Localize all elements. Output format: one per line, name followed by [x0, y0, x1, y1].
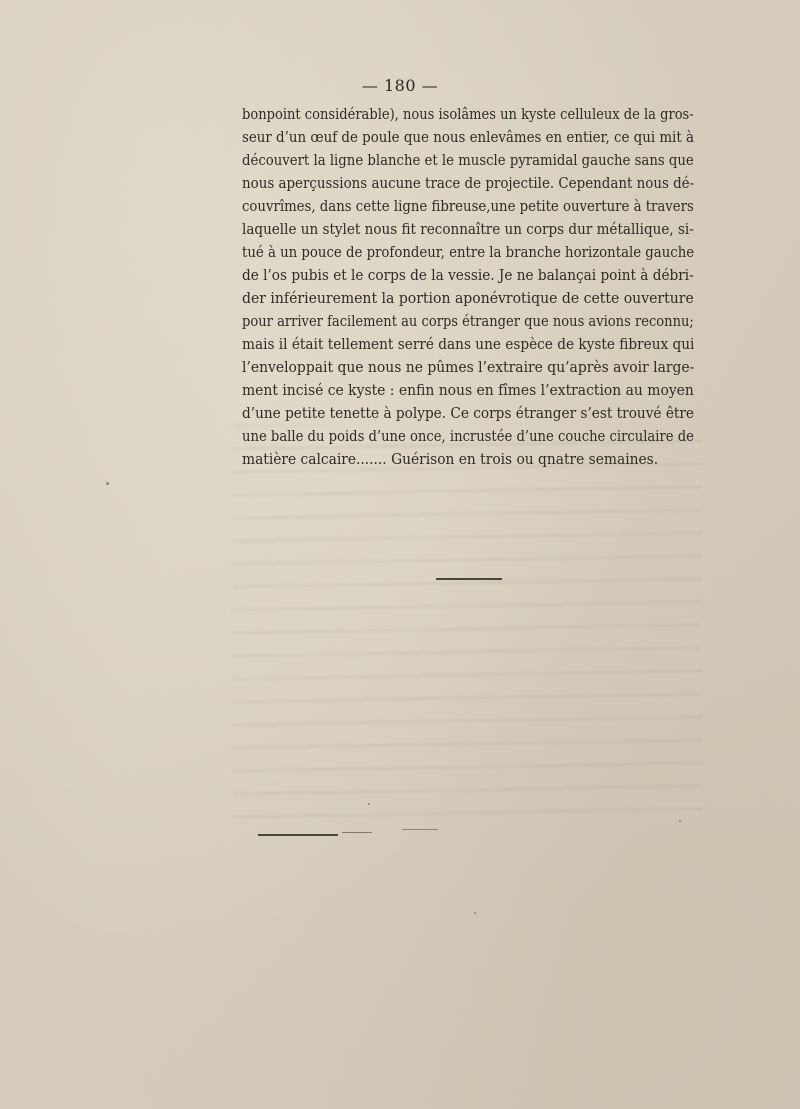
- text-line: laquelle un stylet nous fit reconnaître un corps dur métallique, si-: [242, 220, 694, 238]
- footnote-rule-trail: [402, 829, 438, 830]
- paper-speck: [106, 482, 109, 485]
- text-line: de l’os pubis et le corps de la vessie. Je ne balançai point à débri-: [242, 266, 694, 284]
- paper-speck: [368, 803, 370, 805]
- show-through-bleed: [232, 425, 702, 825]
- text-line: der inférieurement la portion aponévrotique de cette ouverture: [242, 289, 694, 307]
- text-line: bonpoint considérable), nous isolâmes un kyste celluleux de la gros-: [242, 105, 694, 123]
- paper-speck: [474, 912, 476, 914]
- text-line: matière calcaire....... Guérison en trois ou qnatre semaines.: [242, 450, 659, 468]
- page-number: — 180 —: [361, 76, 439, 95]
- text-line: tué à un pouce de profondeur, entre la branche horizontale gauche: [242, 243, 695, 261]
- text-line: couvrîmes, dans cette ligne fibreuse,une petite ouverture à travers: [242, 197, 694, 215]
- text-line: ment incisé ce kyste : enfin nous en fîmes l’extraction au moyen: [242, 381, 694, 399]
- text-line: l’enveloppait que nous ne pûmes l’extraire qu’après avoir large-: [242, 358, 695, 376]
- body-text: [242, 103, 694, 471]
- text-line: pour arriver facilement au corps étranger que nous avions reconnu;: [242, 312, 694, 330]
- paper-speck: [679, 820, 681, 822]
- text-line: d’une petite tenette à polype. Ce corps étranger s’est trouvé être: [242, 404, 694, 422]
- text-line: découvert la ligne blanche et le muscle pyramidal gauche sans que: [242, 151, 694, 169]
- text-line: une balle du poids d’une once, incrustée d’une couche circulaire de: [242, 427, 694, 445]
- text-line: mais il était tellement serré dans une espèce de kyste fibreux qui: [242, 335, 695, 353]
- separator-rule: [436, 578, 502, 580]
- footnote-rule: [258, 834, 338, 836]
- footnote-rule-trail: [342, 832, 372, 833]
- text-line: nous aperçussions aucune trace de projectile. Cependant nous dé-: [242, 174, 695, 192]
- text-line: seur d’un œuf de poule que nous enlevâmes en entier, ce qui mit à: [242, 128, 694, 146]
